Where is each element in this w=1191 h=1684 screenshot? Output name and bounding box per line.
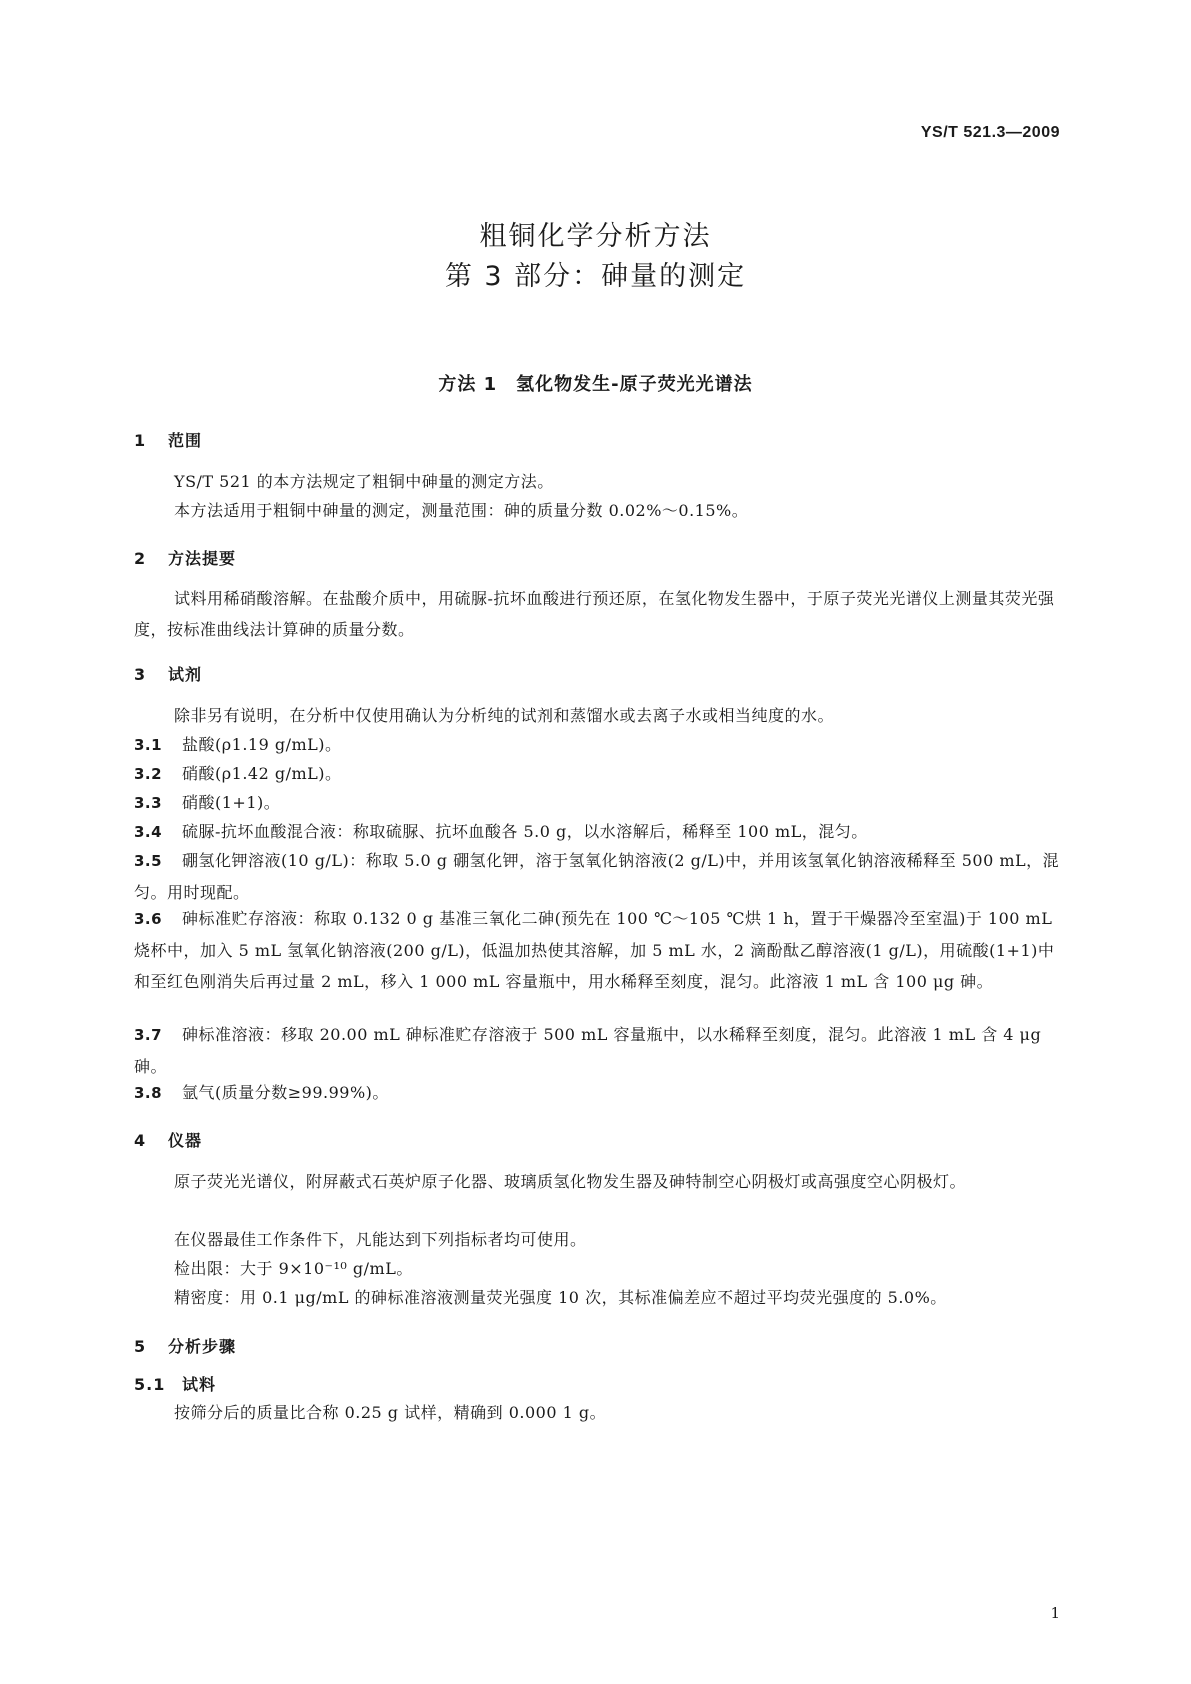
reagent-item	[134, 903, 1062, 997]
section-3-heading	[134, 662, 202, 685]
item-number: 3.7	[134, 1026, 163, 1044]
section-1-heading	[134, 428, 202, 451]
subsection-5-1-heading	[134, 1372, 216, 1395]
section-4-paragraph-4: 精密度：用 0.1 μg/mL 的砷标准溶液测量荧光强度 10 次，其标准偏差应不超过平均荧光强度的 5.0%。	[174, 1288, 947, 1307]
section-title: 试料	[182, 1375, 217, 1394]
section-title: 试剂	[168, 665, 203, 684]
item-text: 硫脲-抗坏血酸混合液：称取硫脲、抗坏血酸各 5.0 g，以水溶解后，稀释至 100 mL，混匀。	[182, 822, 868, 841]
section-5-heading	[134, 1334, 236, 1357]
section-1-paragraph-2: 本方法适用于粗铜中砷量的测定，测量范围：砷的质量分数 0.02%～0.15%。	[174, 501, 749, 520]
item-text: 盐酸(ρ1.19 g/mL)。	[182, 735, 342, 754]
item-number: 3.5	[134, 852, 163, 870]
section-title: 范围	[168, 431, 203, 450]
reagent-item	[134, 729, 1062, 761]
section-title: 方法提要	[168, 549, 237, 568]
method-title: 方法 1 氢化物发生-原子荧光光谱法	[438, 374, 753, 395]
standard-code: YS/T 521.3—2009	[920, 124, 1060, 141]
doc-title-line2: 第 3 部分：砷量的测定	[444, 261, 747, 292]
section-2-paragraph-1: 试料用稀硝酸溶解。在盐酸介质中，用硫脲-抗坏血酸进行预还原，在氢化物发生器中，于原子荧光光谱仪上测量其荧光强度，按标准曲线法计算砷的质量分数。	[134, 589, 1055, 639]
reagent-item	[134, 1019, 1062, 1082]
doc-title-line1: 粗铜化学分析方法	[479, 221, 712, 252]
item-number: 3.6	[134, 910, 163, 928]
item-number: 3.4	[134, 823, 163, 841]
section-4-heading	[134, 1128, 202, 1151]
section-3-paragraph-1: 除非另有说明，在分析中仅使用确认为分析纯的试剂和蒸馏水或去离子水或相当纯度的水。	[174, 706, 835, 725]
item-text: 硝酸(1+1)。	[182, 793, 281, 812]
section-2-heading	[134, 546, 236, 569]
section-title: 仪器	[168, 1131, 203, 1150]
item-text: 硝酸(ρ1.42 g/mL)。	[182, 764, 342, 783]
item-number: 3.8	[134, 1084, 163, 1102]
section-4-paragraph-3: 检出限：大于 9×10⁻¹⁰ g/mL。	[174, 1259, 413, 1278]
section-number: 1	[134, 431, 147, 450]
section-4-paragraph-2: 在仪器最佳工作条件下，凡能达到下列指标者均可使用。	[174, 1230, 587, 1249]
reagent-item	[134, 787, 1062, 819]
section-number: 2	[134, 549, 147, 568]
item-number: 3.1	[134, 736, 163, 754]
section-4-paragraph-1: 原子荧光光谱仪，附屏蔽式石英炉原子化器、玻璃质氢化物发生器及砷特制空心阴极灯或高强度空心阴极灯。	[174, 1172, 967, 1191]
subsection-5-1-paragraph-1: 按筛分后的质量比合称 0.25 g 试样，精确到 0.000 1 g。	[174, 1403, 607, 1422]
item-text: 砷标准贮存溶液：称取 0.132 0 g 基准三氧化二砷(预先在 100 ℃～105 ℃烘 1 h，置于干燥器冷至室温)于 100 mL 烧杯中，加入 5 mL 氢氧化钠溶液(200 g/L)，低温加热使其溶解，加 5 mL 水，2 滴酚酞乙醇溶液(1 g/L)，用硫酸(1+1)中和至红色刚消失后再过量 2 mL，移入 1 000 mL 容量瓶中，用水稀释至刻度，混匀。此溶液 1 mL 含 100 μg 砷。	[134, 909, 1055, 991]
item-text: 氩气(质量分数≥99.99%)。	[182, 1083, 389, 1102]
reagent-item	[134, 845, 1062, 908]
section-number: 4	[134, 1131, 147, 1150]
section-number: 5	[134, 1337, 147, 1356]
section-title: 分析步骤	[168, 1337, 237, 1356]
item-text: 砷标准溶液：移取 20.00 mL 砷标准贮存溶液于 500 mL 容量瓶中，以水稀释至刻度，混匀。此溶液 1 mL 含 4 μg 砷。	[134, 1025, 1042, 1076]
reagent-item	[134, 816, 1062, 848]
reagent-item	[134, 1077, 1062, 1109]
section-number: 5.1	[134, 1375, 166, 1394]
item-number: 3.2	[134, 765, 163, 783]
item-text: 硼氢化钾溶液(10 g/L)：称取 5.0 g 硼氢化钾，溶于氢氧化钠溶液(2 g/L)中，并用该氢氧化钠溶液稀释至 500 mL，混匀。用时现配。	[134, 851, 1060, 902]
section-1-paragraph-1: YS/T 521 的本方法规定了粗铜中砷量的测定方法。	[174, 472, 554, 491]
page-number: 1	[1050, 1604, 1060, 1622]
section-number: 3	[134, 665, 147, 684]
item-number: 3.3	[134, 794, 163, 812]
reagent-item	[134, 758, 1062, 790]
